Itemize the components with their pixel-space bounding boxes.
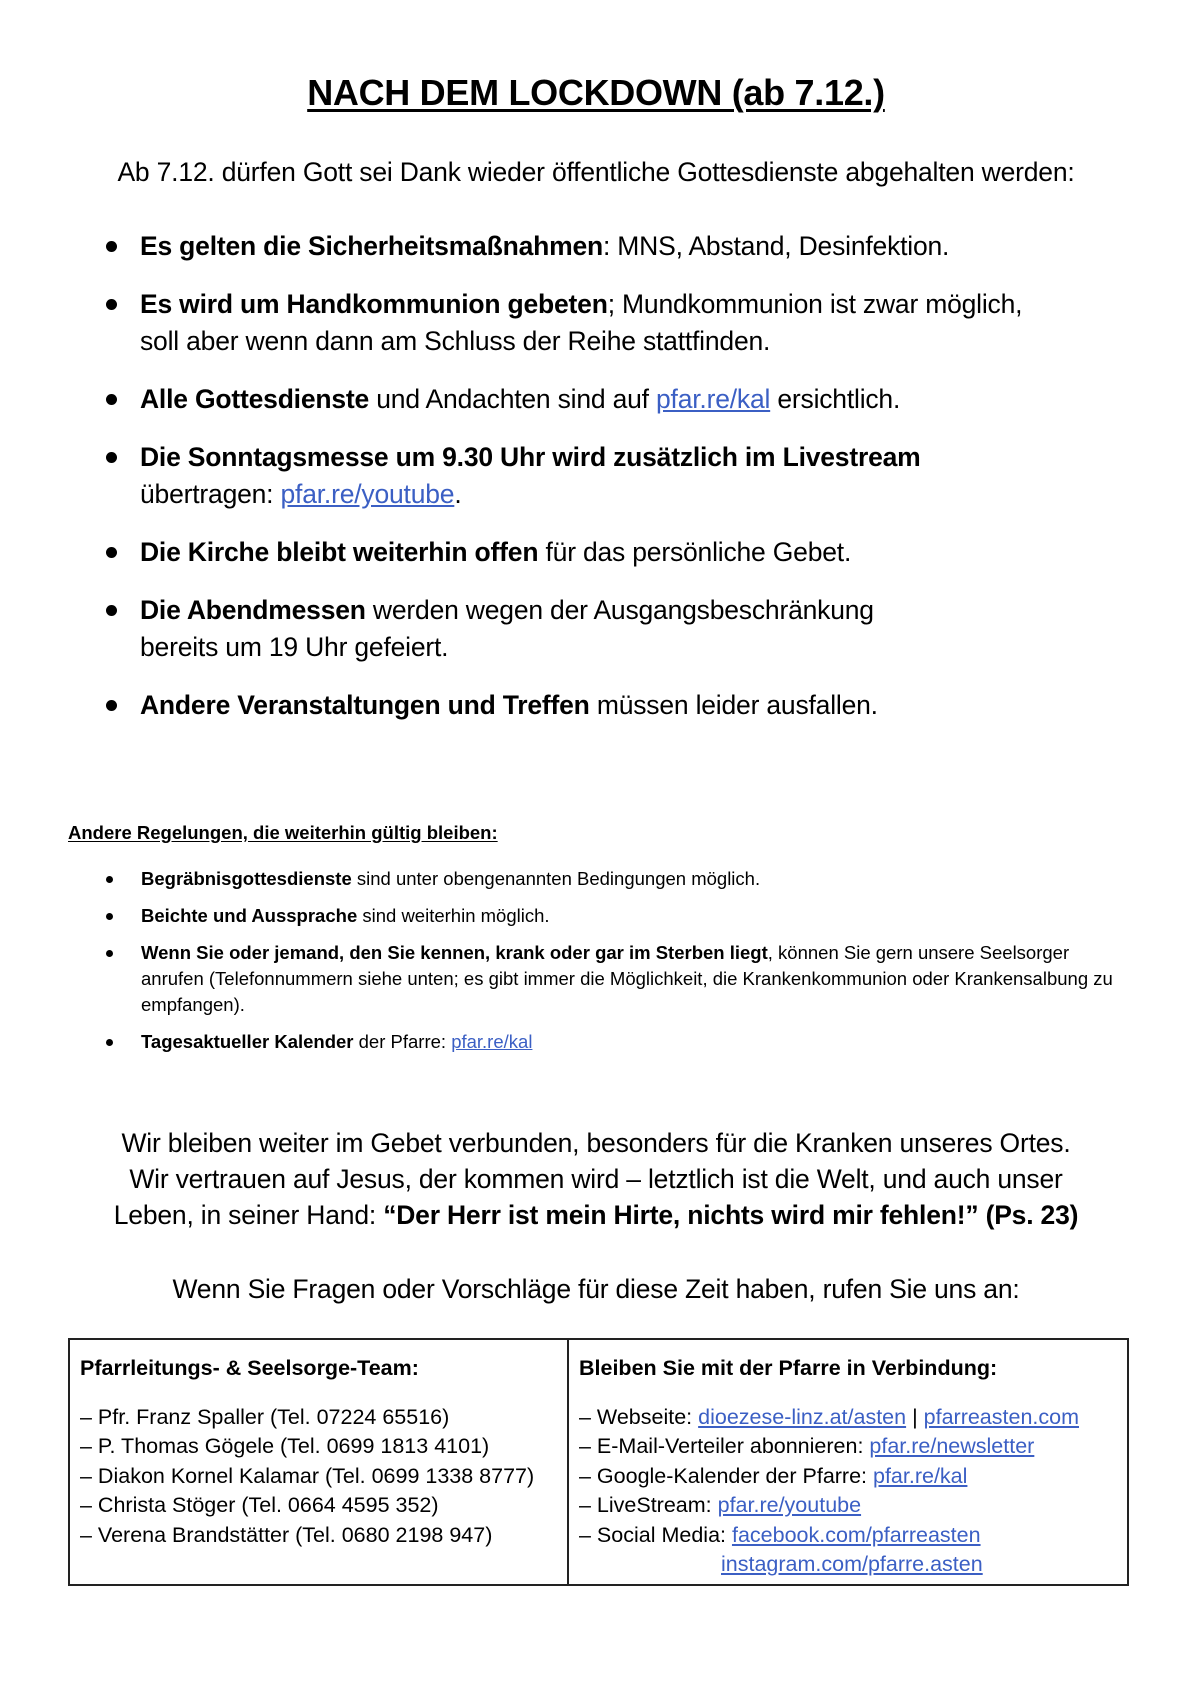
team-member: – Pfr. Franz Spaller (Tel. 07224 65516) <box>80 1404 450 1429</box>
bullet-icon <box>106 394 117 405</box>
item-bold: Beichte und Aussprache <box>141 905 358 926</box>
item-text: werden wegen der Ausgangsbeschränkung <box>365 595 874 625</box>
contact-table <box>68 1338 1129 1586</box>
main-rules-list <box>106 228 1146 745</box>
social-label: – Social Media: <box>579 1522 732 1547</box>
website-row <box>579 1403 1117 1433</box>
bullet-icon <box>106 299 117 310</box>
team-member: – Christa Stöger (Tel. 0664 4595 352) <box>80 1493 439 1517</box>
bullet-icon <box>106 241 117 252</box>
item-bold: Wenn Sie oder jemand, den Sie kennen, krank oder gar im Sterben liegt <box>141 942 768 963</box>
page-title: NACH DEM LOCKDOWN (ab 7.12.) <box>307 72 885 113</box>
psalm-quote: “Der Herr ist mein Hirte, nichts wird mir fehlen!” (Ps. 23) <box>383 1200 1079 1230</box>
list-item <box>106 592 1146 666</box>
item-bold: Es gelten die Sicherheitsmaßnahmen <box>140 231 603 261</box>
item-text-after: ersichtlich. <box>770 384 901 414</box>
list-item <box>106 534 1146 571</box>
social-row-instagram <box>579 1550 1117 1580</box>
item-bold: Es wird um Handkommunion gebeten <box>140 289 608 319</box>
calendar-link[interactable]: pfar.re/kal <box>656 384 771 414</box>
item-text-continued: soll aber wenn dann am Schluss der Reihe stattfinden. <box>140 326 771 356</box>
bullet-icon <box>106 700 117 711</box>
list-item <box>106 940 1136 1018</box>
youtube-link[interactable]: pfar.re/youtube <box>717 1493 862 1517</box>
bullet-icon <box>106 452 117 463</box>
bullet-icon <box>106 1039 113 1046</box>
list-item <box>106 903 1136 929</box>
list-item <box>106 381 1146 418</box>
item-bold: Andere Veranstaltungen und Treffen <box>140 690 590 720</box>
bullet-icon <box>106 547 117 558</box>
bullet-icon <box>106 876 113 883</box>
item-text: , können Sie gern unsere Seelsorger anrufen (Telefonnummern siehe unten; es gibt immer die Möglichkeit, die Krankenkommunion oder Krankensalbung zu empfangen). <box>141 942 1113 1015</box>
contact-prompt: Wenn Sie Fragen oder Vorschläge für diese Zeit haben, rufen Sie uns an: <box>172 1274 1020 1304</box>
newsletter-label: – E-Mail-Verteiler abonnieren: <box>579 1434 870 1458</box>
item-bold: Die Sonntagsmesse um 9.30 Uhr wird zusätzlich im Livestream <box>140 442 921 472</box>
facebook-link[interactable]: facebook.com/pfarreasten <box>731 1522 981 1547</box>
item-text: und Andachten sind auf <box>369 384 657 414</box>
prayer-prefix: Leben, in seiner Hand: <box>113 1200 384 1230</box>
connect-title: Bleiben Sie mit der Pfarre in Verbindung: <box>579 1356 998 1380</box>
item-text: sind weiterhin möglich. <box>357 905 550 926</box>
team-member: – Diakon Kornel Kalamar (Tel. 0699 1338 8777) <box>80 1463 535 1488</box>
item-text: für das persönliche Gebet. <box>538 537 852 567</box>
item-text: ; Mundkommunion ist zwar möglich, <box>607 289 1023 319</box>
list-item <box>106 228 1146 265</box>
bullet-icon <box>106 950 113 957</box>
list-item <box>106 866 1136 892</box>
website-label: – Webseite: <box>579 1404 699 1429</box>
prayer-line: Wir bleiben weiter im Gebet verbunden, besonders für die Kranken unseres Ortes. <box>121 1128 1071 1158</box>
dioezese-link[interactable]: dioezese-linz.at/asten <box>698 1404 907 1429</box>
list-item <box>106 286 1146 360</box>
item-text-after: . <box>454 479 462 509</box>
bullet-icon <box>106 913 113 920</box>
item-bold: Alle Gottesdienste <box>140 384 370 414</box>
item-text: übertragen: <box>140 479 281 509</box>
prayer-line: Wir vertrauen auf Jesus, der kommen wird – letztlich ist die Welt, und auch unser <box>129 1164 1063 1194</box>
list-item <box>106 687 1146 724</box>
team-member: – Verena Brandstätter (Tel. 0680 2198 947) <box>80 1522 493 1547</box>
livestream-label: – LiveStream: <box>579 1493 718 1517</box>
team-column <box>70 1340 569 1584</box>
bullet-icon <box>106 605 117 616</box>
item-text: müssen leider ausfallen. <box>589 690 878 720</box>
newsletter-link[interactable]: pfar.re/newsletter <box>869 1434 1035 1458</box>
social-row <box>579 1521 1117 1551</box>
calendar-link[interactable]: pfar.re/kal <box>873 1463 968 1488</box>
item-text: der Pfarre: <box>353 1031 452 1052</box>
calendar-link[interactable]: pfar.re/kal <box>451 1031 533 1052</box>
connect-column <box>569 1340 1127 1584</box>
team-member: – P. Thomas Gögele (Tel. 0699 1813 4101) <box>80 1434 490 1458</box>
other-rules-list <box>106 866 1136 1066</box>
list-item <box>106 1029 1136 1055</box>
instagram-link[interactable]: instagram.com/pfarre.asten <box>721 1552 983 1576</box>
youtube-link[interactable]: pfar.re/youtube <box>280 479 455 509</box>
calendar-label: – Google-Kalender der Pfarre: <box>579 1463 873 1488</box>
prayer-paragraph <box>0 1125 1192 1233</box>
item-bold: Tagesaktueller Kalender <box>141 1031 354 1052</box>
pfarreasten-link[interactable]: pfarreasten.com <box>923 1404 1079 1429</box>
intro-text: Ab 7.12. dürfen Gott sei Dank wieder öffentliche Gottesdienste abgehalten werden: <box>117 157 1075 187</box>
separator: | <box>906 1404 924 1429</box>
item-bold: Die Kirche bleibt weiterhin offen <box>140 537 539 567</box>
prayer-line <box>0 1197 1192 1233</box>
item-bold: Die Abendmessen <box>140 595 366 625</box>
list-item <box>106 439 1146 513</box>
team-title: Pfarrleitungs- & Seelsorge-Team: <box>80 1356 419 1380</box>
item-text: : MNS, Abstand, Desinfektion. <box>602 231 950 261</box>
item-text-continued: bereits um 19 Uhr gefeiert. <box>140 632 449 662</box>
other-rules-heading: Andere Regelungen, die weiterhin gültig bleiben: <box>68 822 498 843</box>
newsletter-row <box>579 1432 1117 1462</box>
livestream-row <box>579 1491 1117 1521</box>
calendar-row <box>579 1462 1117 1492</box>
item-bold: Begräbnisgottesdienste <box>141 868 352 889</box>
item-text: sind unter obengenannten Bedingungen möglich. <box>351 868 761 889</box>
